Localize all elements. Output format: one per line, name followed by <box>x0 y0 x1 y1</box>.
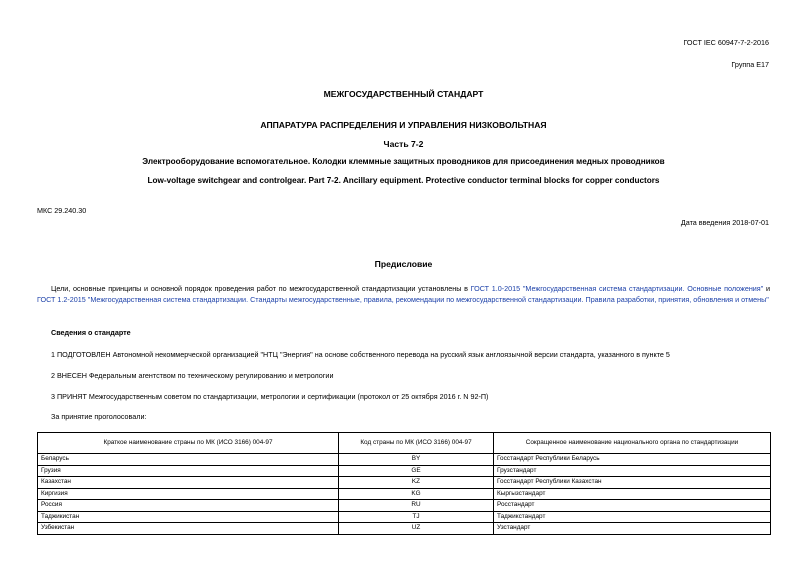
standards-body: Росстандарт <box>494 500 771 512</box>
mks-code: МКС 29.240.30 <box>37 206 87 215</box>
table-row <box>38 477 771 489</box>
country-code: TJ <box>339 511 494 523</box>
table-row <box>38 523 771 535</box>
country-code: RU <box>339 500 494 512</box>
country-code: KG <box>339 488 494 500</box>
intro-date: Дата введения 2018-07-01 <box>680 218 769 227</box>
header-standards-body: Сокращенное наименование национального органа по стандартизации <box>494 433 771 454</box>
foreword-paragraph <box>37 283 770 305</box>
standards-body: Госстандарт Республики Казахстан <box>494 477 771 489</box>
gost-1-0-link[interactable]: ГОСТ 1.0-2015 "Межгосударственная система стандартизации. Основные положения" <box>470 284 764 293</box>
foreword-connector: и <box>763 284 770 293</box>
gost-1-2-link[interactable]: ГОСТ 1.2-2015 "Межгосударственная система стандартизации. Стандарты межгосударственные, правила, рекомендации по межгосударственной стандартизации. Правила разработки, принятия, обновления и отмены" <box>37 295 769 304</box>
standards-body: Грузстандарт <box>494 465 771 477</box>
standard-type-title: МЕЖГОСУДАРСТВЕННЫЙ СТАНДАРТ <box>323 89 484 99</box>
standards-body: Кыргызстандарт <box>494 488 771 500</box>
item-adopted: 3 ПРИНЯТ Межгосударственным советом по стандартизации, метрологии и сертификации (протокол от 25 октября 2016 г. N 92-П) <box>51 392 489 401</box>
standard-info-heading: Сведения о стандарте <box>51 328 131 337</box>
standard-name-title: АППАРАТУРА РАСПРЕДЕЛЕНИЯ И УПРАВЛЕНИЯ НИЗКОВОЛЬТНАЯ <box>260 120 547 130</box>
country-name: Узбекистан <box>38 523 339 535</box>
country-code: KZ <box>339 477 494 489</box>
country-code: BY <box>339 454 494 466</box>
country-name: Беларусь <box>38 454 339 466</box>
country-name: Киргизия <box>38 488 339 500</box>
group-label: Группа Е17 <box>731 60 769 69</box>
country-code: UZ <box>339 523 494 535</box>
voted-label: За принятие проголосовали: <box>51 412 147 421</box>
header-country-code: Код страны по МК (ИСО 3166) 004-97 <box>339 433 494 454</box>
header-country-name: Краткое наименование страны по МК (ИСО 3166) 004-97 <box>38 433 339 454</box>
country-name: Казахстан <box>38 477 339 489</box>
country-name: Россия <box>38 500 339 512</box>
country-name: Грузия <box>38 465 339 477</box>
table-row <box>38 488 771 500</box>
standards-body: Госстандарт Республики Беларусь <box>494 454 771 466</box>
table-row <box>38 500 771 512</box>
foreword-text: Цели, основные принципы и основной порядок проведения работ по межгосударственной стандартизации установлены в <box>51 284 471 293</box>
table-row <box>38 465 771 477</box>
standards-body: Узстандарт <box>494 523 771 535</box>
table-row <box>38 511 771 523</box>
subtitle-ru: Электрооборудование вспомогательное. Колодки клеммные защитных проводников для присоединения медных проводников <box>142 157 665 166</box>
document-number: ГОСТ IEC 60947-7-2-2016 <box>683 38 769 47</box>
subtitle-en: Low-voltage switchgear and controlgear. Part 7-2. Ancillary equipment. Protective conductor terminal blocks for copper conductors <box>147 176 660 185</box>
foreword-heading: Предисловие <box>374 259 433 269</box>
table-row <box>38 454 771 466</box>
table-header-row <box>38 433 771 454</box>
country-name: Таджикистан <box>38 511 339 523</box>
country-code: GE <box>339 465 494 477</box>
item-prepared: 1 ПОДГОТОВЛЕН Автономной некоммерческой организацией "НТЦ "Энергия" на основе собственного перевода на русский язык англоязычной версии стандарта, указанного в пункте 5 <box>51 350 670 359</box>
part-title: Часть 7-2 <box>383 139 424 149</box>
standards-body: Таджикстандарт <box>494 511 771 523</box>
item-introduced: 2 ВНЕСЕН Федеральным агентством по техническому регулированию и метрологии <box>51 371 334 380</box>
voting-countries-table <box>37 432 771 535</box>
